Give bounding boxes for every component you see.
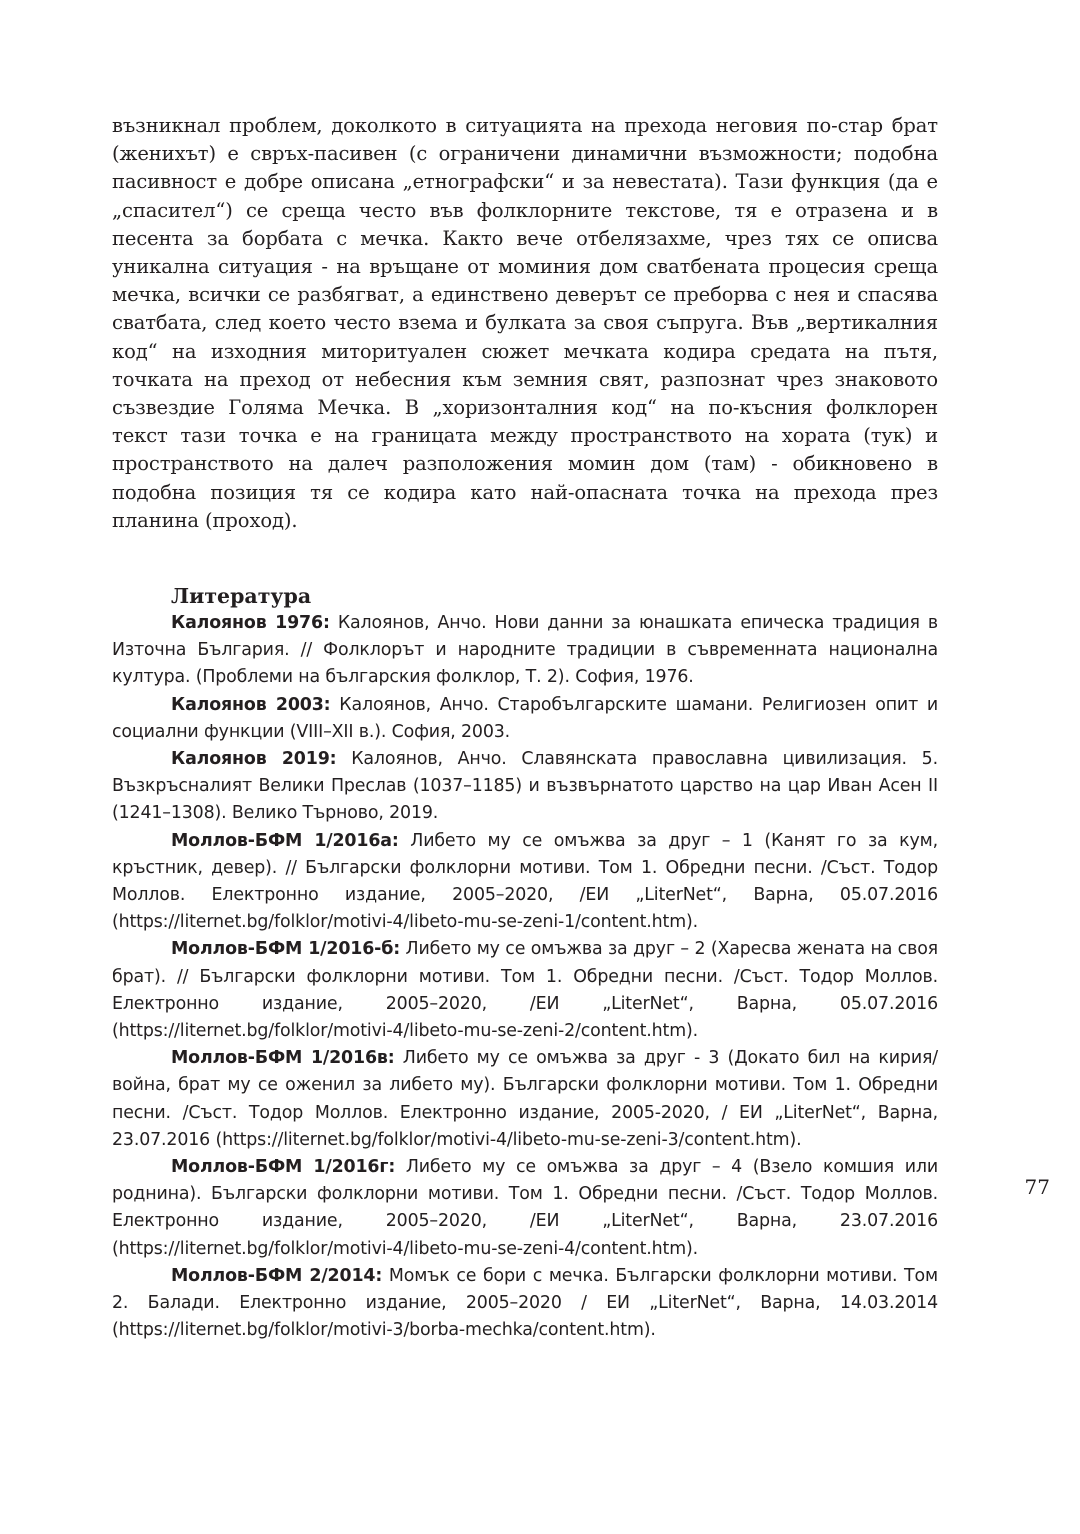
entry-key: Моллов-БФМ 1/2016а: [171,830,399,851]
entry-text: Либето му се омъжва за друг – 4 (Взело комшия или роднина). Български фолклорни мотиви. Том 1. Обредни песни. /Съст. Тодор Моллов. Електронно издание, 2005–2020, /ЕИ „LiterNet“, Варна, 23.07.2016 (https://liternet.bg/folklor/motivi-4/libeto-mu-se-zeni-4/content.htm). [112,1157,938,1259]
entry-key: Моллов-БФМ 1/2016г: [171,1157,396,1178]
entry-text: Калоянов, Анчо. Старобългарските шамани. Религиозен опит и социални функции (VIII–XII в.). София, 2003. [112,694,938,742]
page-content [112,112,1050,1341]
bibliography-entry [112,936,938,1045]
bibliography-heading: Литература [171,584,312,608]
body-paragraph: възникнал проблем, доколкото в ситуацията на прехода неговия по-стар брат (женихът) е свръх-пасивен (с ограничени динамични възможности; подобна пасивност е добре описана „етнографски“ и за невестата). Тази функция (да е „спасител“) се среща често във фолклорните текстове, тя е отразена и в песента за борбата с мечка. Както вече отбелязахме, чрез тях се описва уникална ситуация - на връщане от моминия дом сватбената процесия среща мечка, всички се разбягват, а единствено деверът се преборва с нея и спасява сватбата, след което често взема и булката за своя съпруга. Във „вертикалния код“ на изходния миторитуален сюжет мечката кодира средата на пътя, точката на преход от небесния към земния свят, разпознат чрез знаковото съзвездие Голяма Мечка. В „хоризонталния код“ на по-късния фолклорен текст тази точка е на границата между пространството на хората (тук) и пространството на далеч разположения момин дом (там) - обикновено в подобна позиция тя се кодира като най-опасната точка на прехода през планина (проход). [112,114,938,532]
entry-text: Калоянов, Анчо. Славянската православна цивилизация. 5. Възкръсналият Велики Преслав (1037–1185) и възвърнатото царство на цар Иван Асен II (1241–1308). Велико Търново, 2019. [112,749,938,824]
entry-key: Моллов-БФМ 1/2016-б: [171,939,401,960]
entry-text: Либето му се омъжва за друг - 3 (Докато бил на кирия/война, брат му се оженил за либето му). Български фолклорни мотиви. Том 1. Обредни песни. /Съст. Тодор Моллов. Електронно издание, 2005-2020, / ЕИ „LiterNet“, Варна, 23.07.2016 (https://liternet.bg/folklor/motivi-4/libeto-mu-se-zeni-3/content.htm). [112,1048,938,1150]
entry-key: Калоянов 2003: [171,694,331,715]
entry-key: Моллов-БФМ 1/2016в: [171,1048,395,1069]
bibliography-entry [112,1154,938,1263]
entry-key: Калоянов 2019: [171,749,337,770]
entry-text: Либето му се омъжва за друг – 1 (Канят го за кум, кръстник, девер). // Български фолклорни мотиви. Том 1. Обредни песни. /Съст. Тодор Моллов. Електронно издание, 2005–2020, /ЕИ „LiterNet“, Варна, 05.07.2016 (https://liternet.bg/folklor/motivi-4/libeto-mu-se-zeni-1/content.htm). [112,830,938,933]
entry-text: Момък се бори с мечка. Български фолклорни мотиви. Том 2. Балади. Електронно издание, 2005–2020 / ЕИ „LiterNet“, Варна, 14.03.2014 (https://liternet.bg/folklor/motivi-3/borba-mechka/content.htm). [112,1265,938,1341]
page-number: 77 [1024,1175,1050,1199]
bibliography-entry [112,610,938,692]
bibliography-entry [112,1263,938,1345]
entry-key: Калоянов 1976: [171,613,330,633]
bibliography-entry [112,692,938,746]
entry-key: Моллов-БФМ 2/2014: [171,1265,383,1286]
bibliography-entry [112,746,938,828]
bibliography-entry [112,1045,938,1154]
bibliography-entry [112,828,938,937]
entry-text: Либето му се омъжва за друг – 2 (Харесва жената на своя брат). // Български фолклорни мотиви. Том 1. Обредни песни. /Съст. Тодор Моллов. Електронно издание, 2005–2020, /ЕИ „LiterNet“, Варна, 05.07.2016 (https://liternet.bg/folklor/motivi-4/libeto-mu-se-zeni-2/content.htm). [112,939,938,1042]
bibliography-list [112,610,938,1344]
entry-text: Калоянов, Анчо. Нови данни за юнашката епическа традиция в Източна България. // Фолклорът и народните традиции в съвременната национална култура. (Проблеми на българския фолклор, Т. 2). София, 1976. [112,613,938,688]
